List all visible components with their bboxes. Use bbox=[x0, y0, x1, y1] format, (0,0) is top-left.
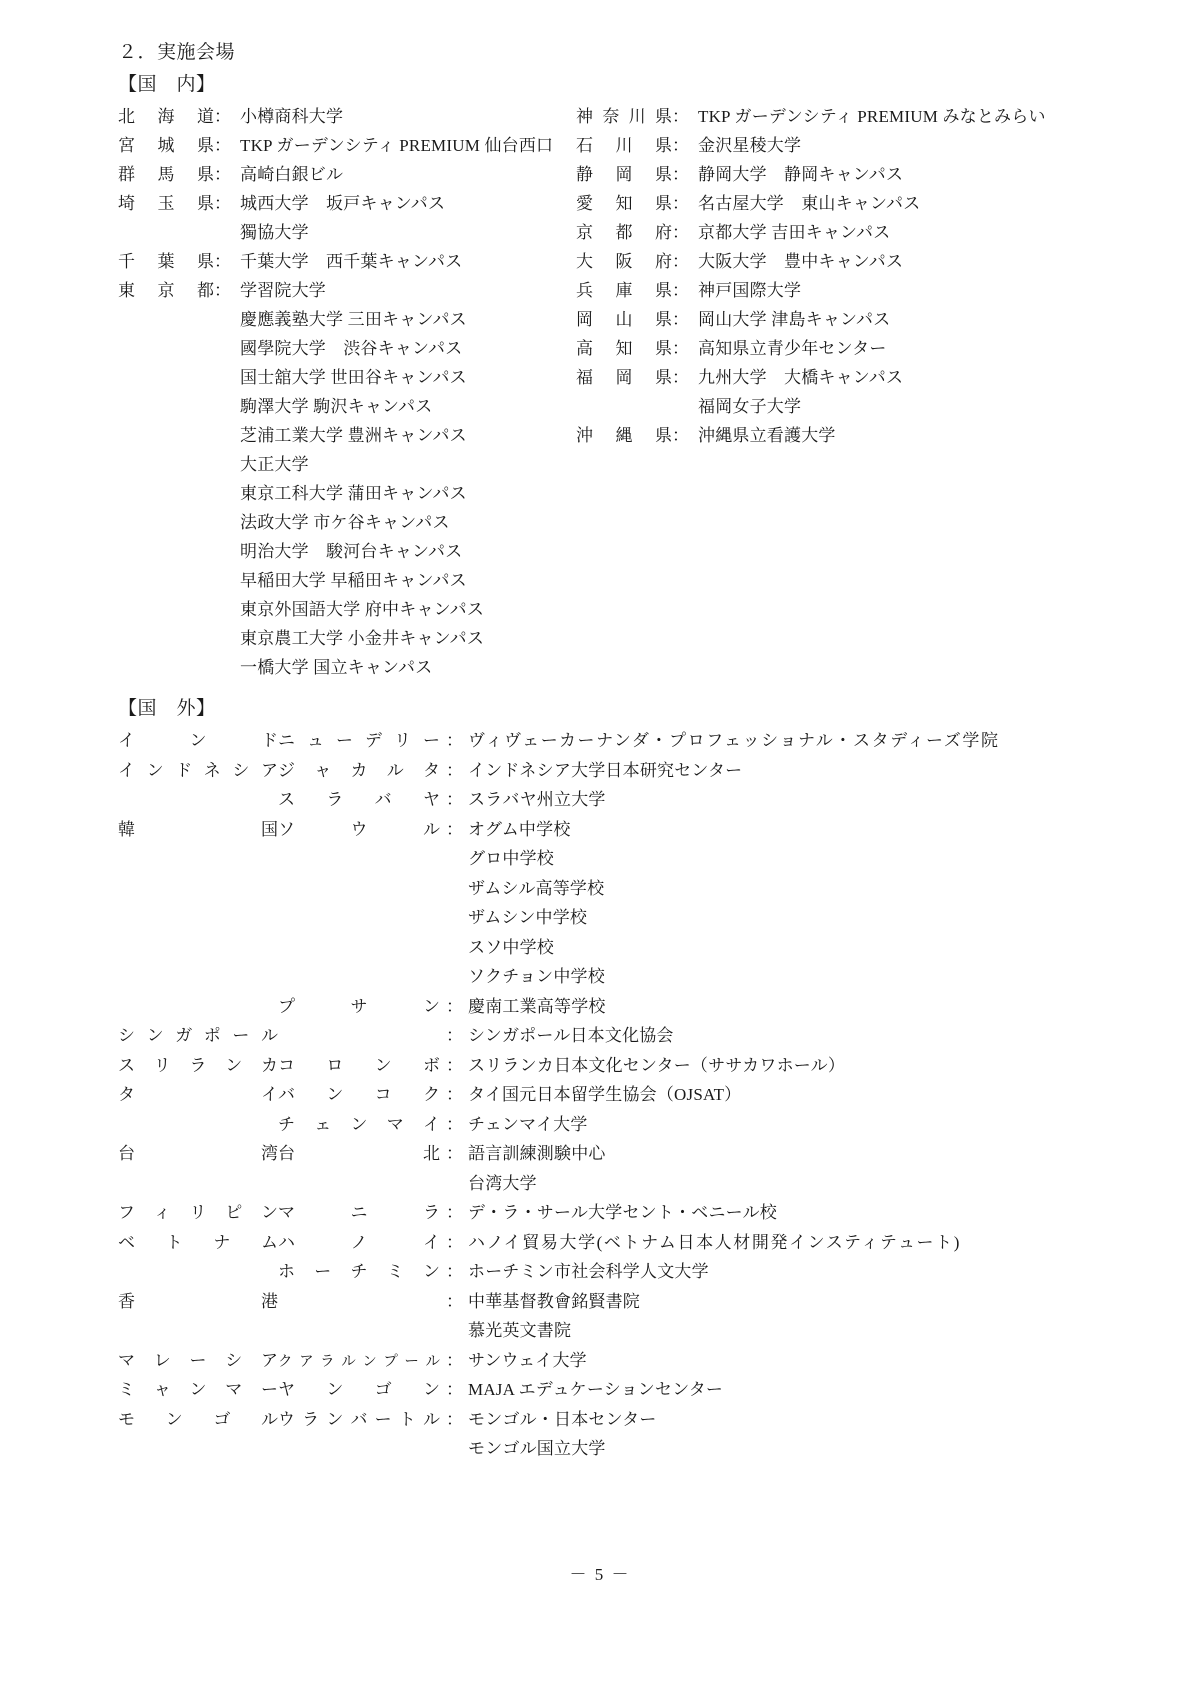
venue-name: 城西大学 坂戸キャンパス bbox=[240, 194, 446, 213]
venue-name: 國學院大学 渋谷キャンパス bbox=[240, 339, 463, 358]
overseas-venue-name: インドネシア大学日本研究センター bbox=[468, 760, 743, 780]
venue-row bbox=[118, 189, 578, 218]
city-label: チ ェ ン マ イ bbox=[278, 1114, 440, 1134]
prefecture-label: 北 海 道 bbox=[118, 107, 214, 126]
venue-row bbox=[576, 189, 1076, 218]
venue-row bbox=[118, 653, 578, 682]
prefecture-label: 京 都 府 bbox=[576, 223, 672, 242]
separator-colon: ： bbox=[446, 1291, 463, 1311]
overseas-venue-name: シンガポール日本文化協会 bbox=[468, 1026, 674, 1045]
overseas-venue-name: ザムシン中学校 bbox=[468, 908, 588, 927]
overseas-venue-name: サンウェイ大学 bbox=[468, 1350, 587, 1370]
overseas-venue-name: スリランカ日本文化センター（ササカワホール） bbox=[468, 1055, 846, 1075]
city-label: ソ ウ ル bbox=[278, 819, 440, 839]
overseas-venue-name: モンゴル国立大学 bbox=[468, 1439, 606, 1458]
venue-row bbox=[118, 450, 578, 479]
country-label: イ ン ド ネ シ ア bbox=[118, 760, 278, 780]
venue-name: 獨協大学 bbox=[240, 223, 309, 242]
venue-name: 国士舘大学 世田谷キャンパス bbox=[240, 368, 467, 387]
overseas-venue-row bbox=[118, 992, 1078, 1022]
overseas-venue-name: 慶南工業高等学校 bbox=[468, 996, 606, 1016]
venue-row bbox=[118, 363, 578, 392]
overseas-venue-name: スソ中学校 bbox=[468, 937, 554, 957]
separator-colon: ： bbox=[446, 790, 463, 809]
separator-colon: ： bbox=[672, 281, 689, 300]
separator-colon: ： bbox=[446, 1232, 463, 1252]
country-label: ス リ ラ ン カ bbox=[118, 1055, 278, 1075]
separator-colon: ： bbox=[672, 223, 689, 242]
prefecture-label: 東 京 都 bbox=[118, 281, 214, 300]
prefecture-label: 石 川 県 bbox=[576, 136, 672, 155]
venue-row bbox=[576, 131, 1076, 160]
venue-row bbox=[118, 305, 578, 334]
venue-name: 芝浦工業大学 豊洲キャンパス bbox=[240, 426, 467, 445]
prefecture-label: 群 馬 県 bbox=[118, 165, 214, 184]
overseas-venue-name: 台湾大学 bbox=[468, 1173, 537, 1193]
venue-name: 法政大学 市ケ谷キャンパス bbox=[240, 513, 450, 532]
overseas-venue-row bbox=[118, 1021, 1078, 1051]
venue-name: 岡山大学 津島キャンパス bbox=[698, 310, 891, 329]
venue-row bbox=[576, 305, 1076, 334]
venue-name: 京都大学 吉田キャンパス bbox=[698, 223, 891, 242]
separator-colon: ： bbox=[672, 368, 689, 387]
prefecture-label: 埼 玉 県 bbox=[118, 194, 214, 213]
venue-row bbox=[118, 131, 578, 160]
venue-name: 早稲田大学 早稲田キャンパス bbox=[240, 571, 467, 590]
domestic-heading: 【国 内】 bbox=[118, 74, 216, 95]
country-label: ベ ト ナ ム bbox=[118, 1232, 278, 1252]
prefecture-label: 福 岡 県 bbox=[576, 368, 672, 387]
venue-row bbox=[576, 392, 1076, 421]
overseas-venue-name: ホーチミン市社会科学人文大学 bbox=[468, 1262, 709, 1281]
overseas-venue-row bbox=[118, 1375, 1078, 1405]
separator-colon: ： bbox=[446, 1055, 463, 1075]
separator-colon: ： bbox=[672, 194, 689, 213]
city-label: ク ア ラ ル ン プ ー ル bbox=[278, 1353, 440, 1370]
prefecture-label: 宮 城 県 bbox=[118, 136, 214, 155]
overseas-venue-row bbox=[118, 1287, 1078, 1317]
domestic-venues bbox=[118, 102, 1078, 694]
venue-row bbox=[118, 102, 578, 131]
venue-name: 高知県立青少年センター bbox=[698, 339, 887, 358]
domestic-right-column bbox=[576, 102, 1076, 450]
overseas-venue-row bbox=[118, 1080, 1078, 1110]
overseas-venue-row bbox=[118, 1110, 1078, 1140]
separator-colon: ： bbox=[214, 252, 231, 271]
venue-name: 小樽商科大学 bbox=[240, 107, 344, 126]
overseas-venue-name: ヴィヴェーカーナンダ・プロフェッショナル・スタディーズ学院 bbox=[468, 731, 1000, 750]
venue-row bbox=[576, 102, 1076, 131]
overseas-venue-row bbox=[118, 933, 1078, 963]
overseas-venue-name: ザムシル高等学校 bbox=[468, 878, 605, 898]
venue-name: 沖縄県立看護大学 bbox=[698, 426, 836, 445]
separator-colon: ： bbox=[672, 252, 689, 271]
overseas-venue-name: タイ国元日本留学生協会（OJSAT） bbox=[468, 1085, 742, 1104]
country-label: フ ィ リ ピ ン bbox=[118, 1203, 278, 1222]
overseas-venue-row bbox=[118, 903, 1078, 933]
venue-name: 慶應義塾大学 三田キャンパス bbox=[240, 310, 467, 329]
separator-colon: ： bbox=[446, 1350, 463, 1370]
country-label: 台 湾 bbox=[118, 1144, 278, 1163]
city-label: バ ン コ ク bbox=[278, 1085, 440, 1104]
separator-colon: ： bbox=[446, 1085, 463, 1104]
domestic-left-column bbox=[118, 102, 578, 682]
venue-row bbox=[576, 421, 1076, 450]
overseas-venue-name: 語言訓練測験中心 bbox=[468, 1144, 606, 1163]
prefecture-label: 兵 庫 県 bbox=[576, 281, 672, 300]
overseas-venue-row bbox=[118, 1316, 1078, 1346]
venue-row bbox=[118, 334, 578, 363]
country-label: 韓 国 bbox=[118, 819, 278, 839]
prefecture-label: 沖 縄 県 bbox=[576, 426, 672, 445]
overseas-heading: 【国 外】 bbox=[118, 698, 216, 719]
venue-row bbox=[118, 595, 578, 624]
city-label: ス ラ バ ヤ bbox=[278, 790, 440, 809]
overseas-venue-row bbox=[118, 874, 1078, 904]
venue-name: 名古屋大学 東山キャンパス bbox=[698, 194, 921, 213]
overseas-venue-row bbox=[118, 1051, 1078, 1081]
overseas-venue-name: ハノイ貿易大学(ベトナム日本人材開発インスティテュート) bbox=[468, 1232, 962, 1252]
overseas-venue-row bbox=[118, 726, 1078, 756]
city-label: ニ ュ ー デ リ ー bbox=[278, 731, 440, 750]
venue-row bbox=[576, 363, 1076, 392]
separator-colon: ： bbox=[446, 731, 463, 750]
overseas-venue-row bbox=[118, 1139, 1078, 1169]
city-label: ヤ ン ゴ ン bbox=[278, 1380, 440, 1399]
separator-colon: ： bbox=[672, 165, 689, 184]
separator-colon: ： bbox=[446, 1144, 463, 1163]
overseas-venue-row bbox=[118, 1257, 1078, 1287]
prefecture-label: 神 奈 川 県 bbox=[576, 107, 672, 126]
page-number: － 5 － bbox=[569, 1565, 631, 1584]
separator-colon: ： bbox=[446, 819, 463, 839]
venue-name: TKP ガーデンシティ PREMIUM 仙台西口 bbox=[240, 136, 554, 155]
venue-name: TKP ガーデンシティ PREMIUM みなとみらい bbox=[698, 107, 1046, 126]
venue-name: 九州大学 大橋キャンパス bbox=[698, 368, 904, 387]
venue-name: 千葉大学 西千葉キャンパス bbox=[240, 252, 463, 271]
separator-colon: ： bbox=[672, 136, 689, 155]
prefecture-label: 高 知 県 bbox=[576, 339, 672, 358]
overseas-venue-name: グロ中学校 bbox=[468, 849, 554, 868]
separator-colon: ： bbox=[446, 760, 463, 780]
venue-name: 一橋大学 国立キャンパス bbox=[240, 658, 433, 677]
overseas-venues bbox=[118, 726, 1078, 1464]
overseas-venue-name: モンゴル・日本センター bbox=[468, 1409, 657, 1429]
venue-name: 駒澤大学 駒沢キャンパス bbox=[240, 397, 433, 416]
overseas-venue-row bbox=[118, 785, 1078, 815]
overseas-venue-row bbox=[118, 962, 1078, 992]
venue-row bbox=[118, 566, 578, 595]
venue-name: 大阪大学 豊中キャンパス bbox=[698, 252, 904, 271]
city-label: 台 北 bbox=[278, 1144, 440, 1163]
country-label: モ ン ゴ ル bbox=[118, 1409, 278, 1429]
country-label: 香 港 bbox=[118, 1291, 278, 1311]
country-label: ミ ャ ン マ ー bbox=[118, 1380, 278, 1399]
overseas-venue-name: 中華基督教會銘賢書院 bbox=[468, 1291, 640, 1311]
overseas-venue-row bbox=[118, 815, 1078, 845]
separator-colon: ： bbox=[446, 1203, 463, 1222]
venue-name: 静岡大学 静岡キャンパス bbox=[698, 165, 904, 184]
separator-colon: ： bbox=[214, 107, 231, 126]
overseas-venue-name: スラバヤ州立大学 bbox=[468, 790, 606, 809]
venue-name: 東京外国語大学 府中キャンパス bbox=[240, 600, 485, 619]
country-label: タ イ bbox=[118, 1085, 278, 1104]
prefecture-label: 愛 知 県 bbox=[576, 194, 672, 213]
separator-colon: ： bbox=[214, 165, 231, 184]
separator-colon: ： bbox=[446, 1026, 463, 1045]
venue-row bbox=[118, 508, 578, 537]
venue-row bbox=[576, 276, 1076, 305]
venue-name: 福岡女子大学 bbox=[698, 397, 802, 416]
section-number: ２．実施会場 bbox=[118, 42, 236, 63]
country-label: マ レ ー シ ア bbox=[118, 1350, 278, 1370]
venue-row bbox=[118, 218, 578, 247]
venue-row bbox=[118, 392, 578, 421]
separator-colon: ： bbox=[446, 1380, 463, 1399]
separator-colon: ： bbox=[672, 107, 689, 126]
city-label: ハ ノ イ bbox=[278, 1232, 440, 1252]
prefecture-label: 千 葉 県 bbox=[118, 252, 214, 271]
venue-name: 東京農工大学 小金井キャンパス bbox=[240, 629, 485, 648]
venue-row bbox=[118, 421, 578, 450]
venue-row bbox=[118, 276, 578, 305]
city-label: コ ロ ン ボ bbox=[278, 1055, 440, 1075]
page-content bbox=[118, 38, 1078, 1464]
separator-colon: ： bbox=[672, 426, 689, 445]
venue-row bbox=[576, 218, 1076, 247]
separator-colon: ： bbox=[446, 1114, 463, 1134]
venue-row bbox=[576, 160, 1076, 189]
overseas-venue-row bbox=[118, 1434, 1078, 1464]
overseas-venue-row bbox=[118, 1346, 1078, 1376]
venue-row bbox=[118, 160, 578, 189]
separator-colon: ： bbox=[672, 339, 689, 358]
overseas-venue-name: 慕光英文書院 bbox=[468, 1321, 572, 1340]
city-label: ホ ー チ ミ ン bbox=[278, 1262, 440, 1281]
prefecture-label: 静 岡 県 bbox=[576, 165, 672, 184]
prefecture-label: 岡 山 県 bbox=[576, 310, 672, 329]
city-label: ウ ラ ン バ ー ト ル bbox=[278, 1409, 440, 1429]
venue-name: 高崎白銀ビル bbox=[240, 165, 344, 184]
separator-colon: ： bbox=[446, 1262, 463, 1281]
venue-row bbox=[576, 247, 1076, 276]
overseas-venue-name: ソクチョン中学校 bbox=[468, 967, 605, 986]
overseas-venue-row bbox=[118, 1228, 1078, 1258]
overseas-venue-name: オグム中学校 bbox=[468, 819, 571, 839]
city-label: プ サ ン bbox=[278, 996, 440, 1016]
country-label: シ ン ガ ポ ー ル bbox=[118, 1026, 278, 1045]
overseas-venue-name: デ・ラ・サール大学セント・ベニール校 bbox=[468, 1203, 777, 1222]
overseas-venue-name: チェンマイ大学 bbox=[468, 1114, 588, 1134]
separator-colon: ： bbox=[446, 996, 463, 1016]
venue-row bbox=[118, 537, 578, 566]
prefecture-label: 大 阪 府 bbox=[576, 252, 672, 271]
venue-name: 金沢星稜大学 bbox=[698, 136, 802, 155]
separator-colon: ： bbox=[214, 136, 231, 155]
separator-colon: ： bbox=[214, 194, 231, 213]
separator-colon: ： bbox=[446, 1409, 463, 1429]
overseas-venue-row bbox=[118, 1169, 1078, 1199]
separator-colon: ： bbox=[672, 310, 689, 329]
city-label: マ ニ ラ bbox=[278, 1203, 440, 1222]
overseas-venue-row bbox=[118, 844, 1078, 874]
country-label: イ ン ド bbox=[118, 731, 278, 750]
separator-colon: ： bbox=[214, 281, 231, 300]
venue-name: 大正大学 bbox=[240, 455, 309, 474]
venue-row bbox=[576, 334, 1076, 363]
venue-row bbox=[118, 479, 578, 508]
venue-name: 明治大学 駿河台キャンパス bbox=[240, 542, 463, 561]
venue-row bbox=[118, 624, 578, 653]
city-label: ジ ャ カ ル タ bbox=[278, 760, 440, 780]
overseas-venue-name: MAJA エデュケーションセンター bbox=[468, 1380, 724, 1399]
venue-name: 学習院大学 bbox=[240, 281, 326, 300]
overseas-venue-row bbox=[118, 1405, 1078, 1435]
overseas-venue-row bbox=[118, 1198, 1078, 1228]
venue-name: 神戸国際大学 bbox=[698, 281, 802, 300]
overseas-venue-row bbox=[118, 756, 1078, 786]
venue-name: 東京工科大学 蒲田キャンパス bbox=[240, 484, 467, 503]
venue-row bbox=[118, 247, 578, 276]
